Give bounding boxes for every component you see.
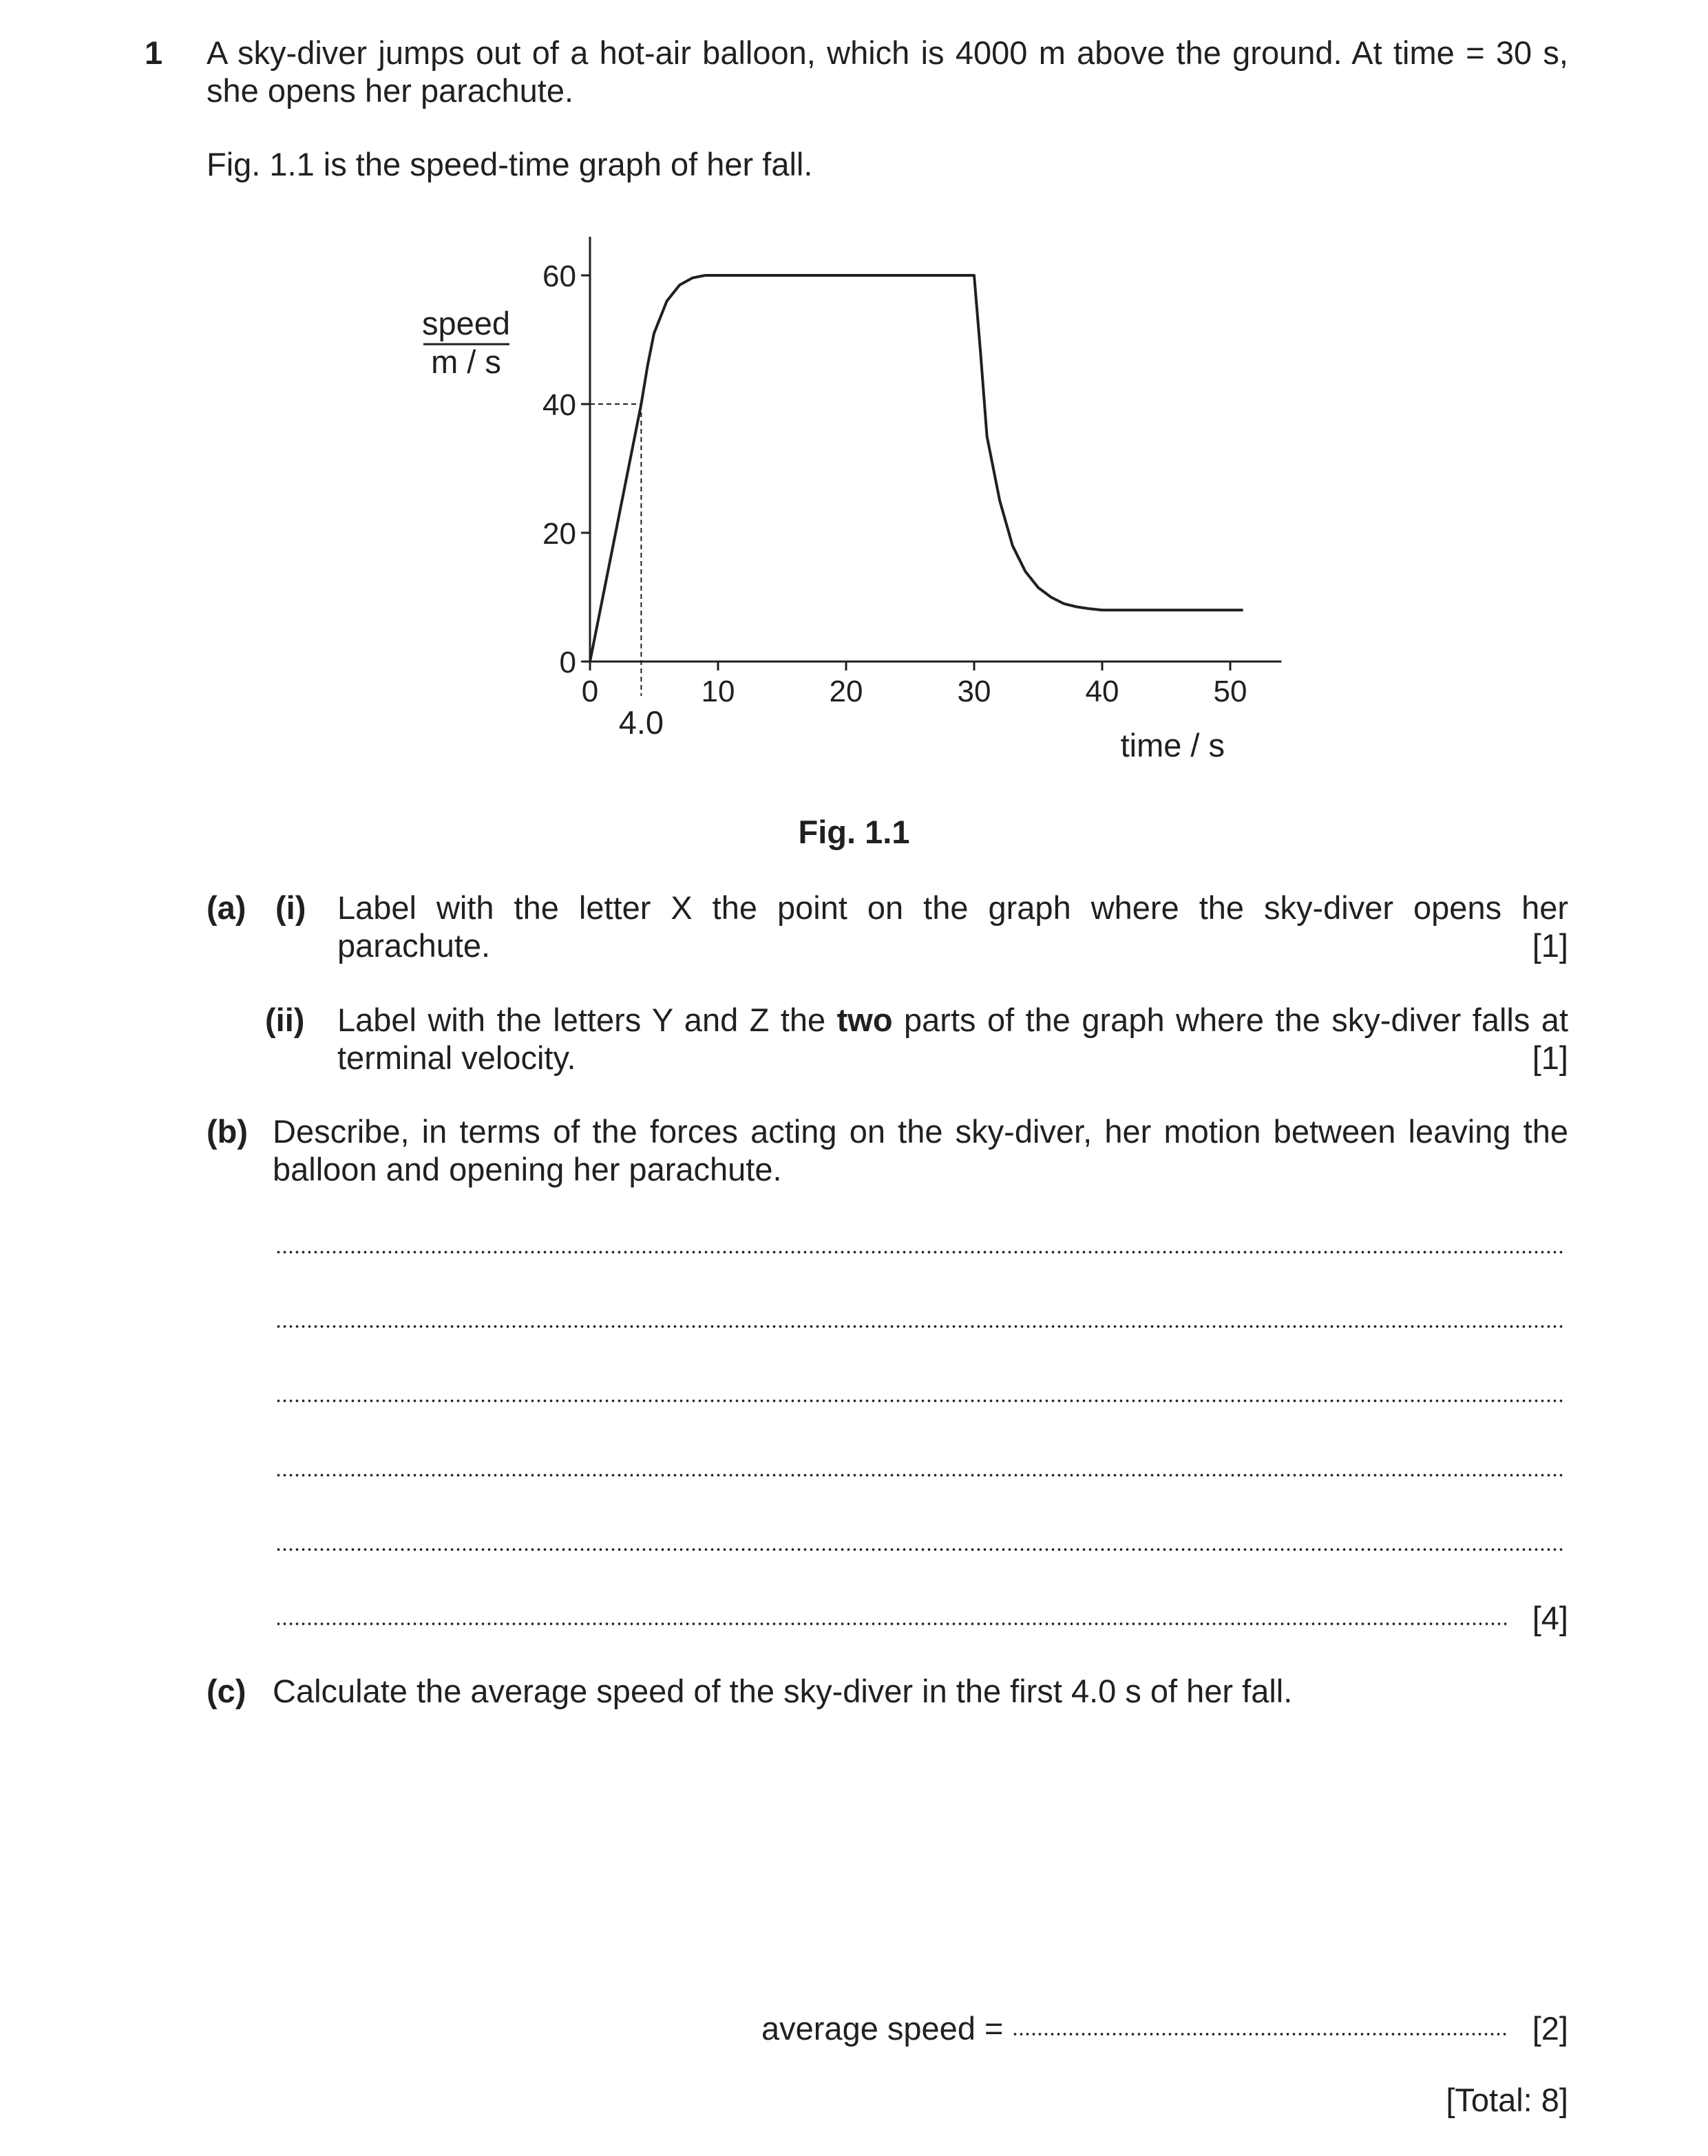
- question-number: 1: [145, 34, 163, 71]
- chart-axes: [590, 237, 1281, 662]
- answer-line[interactable]: [275, 1547, 1563, 1552]
- part-b-text: Describe, in terms of the forces acting on the sky-diver, her motion between leaving the balloon and opening her parachute.: [273, 1113, 1568, 1187]
- y-axis-label-bottom: m / s: [431, 344, 501, 380]
- part-b-marks: [4]: [1532, 1600, 1568, 1636]
- y-tick-label: 20: [542, 517, 576, 551]
- average-speed-answer-line[interactable]: [1012, 2032, 1509, 2036]
- series-line-speed: [590, 275, 1243, 662]
- answer-line[interactable]: [275, 1473, 1563, 1477]
- x-tick-label: 20: [829, 675, 863, 708]
- question-stem: A sky-diver jumps out of a hot-air balloon, which is 4000 m above the ground. At time = 30 s, she opens her parachute.: [207, 34, 1568, 109]
- annotation-4-0: 4.0: [618, 704, 664, 741]
- part-c-text: Calculate the average speed of the sky-diver in the first 4.0 s of her fall.: [273, 1673, 1293, 1709]
- part-a-ii-marks: [1]: [1532, 1039, 1568, 1076]
- y-tick-label: 40: [542, 388, 576, 422]
- part-a-ii-text: Label with the letters Y and Z the two parts of the graph where the sky-diver falls at terminal velocity.: [337, 1002, 1569, 1076]
- x-tick-label: 40: [1085, 675, 1119, 708]
- part-a-i-text: Label with the letter X the point on the graph where the sky-diver opens her parachute.: [337, 889, 1568, 964]
- x-tick-label: 30: [957, 675, 991, 708]
- answer-line[interactable]: [275, 1250, 1563, 1254]
- part-b-label: (b): [207, 1113, 249, 1150]
- part-c-marks: [2]: [1532, 2010, 1568, 2047]
- part-a-ii-label: (ii): [265, 1002, 305, 1038]
- part-a-i-marks: [1]: [1532, 927, 1568, 964]
- answer-line[interactable]: [275, 1324, 1563, 1329]
- answer-line[interactable]: [275, 1622, 1509, 1626]
- part-a-label: (a): [207, 889, 246, 926]
- question-total: [Total: 8]: [1446, 2082, 1568, 2118]
- chart-ticks: [542, 260, 1247, 708]
- x-tick-label: 10: [701, 675, 735, 708]
- x-tick-label: 0: [581, 675, 599, 708]
- y-tick-label: 0: [559, 646, 576, 679]
- part-a-i-label: (i): [275, 889, 306, 926]
- part-c-label: (c): [207, 1673, 246, 1709]
- y-axis-label-top: speed: [421, 305, 511, 341]
- figure-intro: Fig. 1.1 is the speed-time graph of her fall.: [207, 146, 813, 182]
- emphasis-two: two: [836, 1002, 893, 1038]
- y-tick-label: 60: [542, 260, 576, 293]
- figure-caption: Fig. 1.1: [798, 814, 910, 850]
- average-speed-label: average speed =: [761, 2010, 1004, 2047]
- x-axis-label: time / s: [1120, 727, 1225, 763]
- answer-line[interactable]: [275, 1399, 1563, 1403]
- x-tick-label: 50: [1213, 675, 1247, 708]
- speed-time-graph: [386, 220, 1322, 771]
